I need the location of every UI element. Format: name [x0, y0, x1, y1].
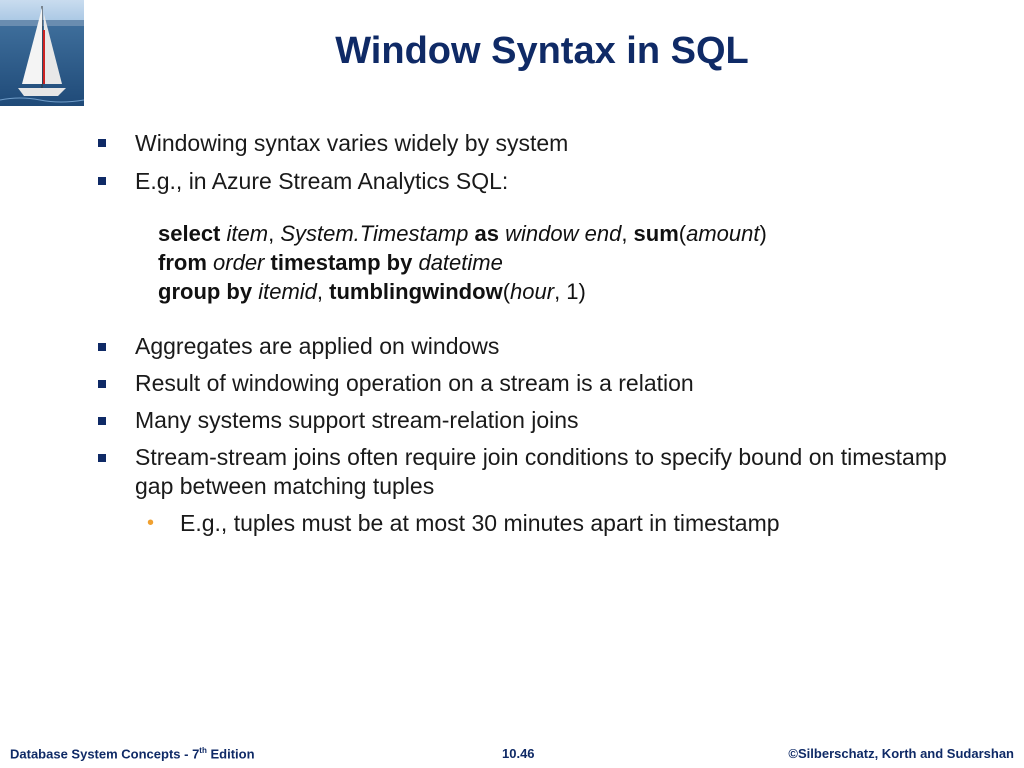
sub-bullet-text: E.g., tuples must be at most 30 minutes apart in timestamp [180, 510, 780, 536]
footer-book-title: Database System Concepts - 7th Edition [10, 746, 255, 762]
square-bullet-icon [98, 417, 106, 425]
square-bullet-icon [98, 454, 106, 462]
list-item [96, 369, 976, 398]
code-token: , [316, 279, 330, 304]
code-line-3 [158, 277, 767, 306]
code-token: tumblingwindow [329, 279, 503, 304]
code-token: from [158, 250, 207, 275]
code-token: System.Timestamp [280, 221, 469, 246]
code-token: , 1) [554, 279, 586, 304]
slide-number: 10.46 [502, 746, 535, 761]
code-token: item [226, 221, 269, 246]
code-token: , [268, 221, 281, 246]
code-token: itemid [258, 279, 317, 304]
bullet-text: Windowing syntax varies widely by system [135, 130, 569, 156]
bullet-text: Stream-stream joins often require join conditions to specify bound on timestamp gap between matching tuples [135, 444, 947, 499]
code-token: ( [678, 221, 687, 246]
list-item [96, 166, 976, 196]
square-bullet-icon [98, 139, 106, 147]
list-item [96, 443, 976, 501]
square-bullet-icon [98, 380, 106, 388]
slide-title: Window Syntax in SQL [335, 30, 749, 72]
code-token: , [621, 221, 634, 246]
slide-footer [0, 738, 1024, 768]
code-token: amount [686, 221, 760, 246]
code-token: hour [510, 279, 555, 304]
code-line-1 [158, 219, 767, 248]
code-line-2 [158, 248, 767, 277]
bullet-list-bottom [96, 332, 976, 538]
code-token: ) [759, 221, 767, 246]
bullet-text: Aggregates are applied on windows [135, 333, 500, 359]
code-token: as [474, 221, 499, 246]
square-bullet-icon [98, 343, 106, 351]
sql-code-block [158, 219, 767, 306]
bullet-list-top [96, 128, 976, 204]
square-bullet-icon [98, 177, 106, 185]
code-token: window end [505, 221, 622, 246]
round-bullet-icon: • [147, 512, 155, 534]
footer-copyright: ©Silberschatz, Korth and Sudarshan [788, 746, 1014, 761]
bullet-text: E.g., in Azure Stream Analytics SQL: [135, 168, 509, 194]
list-item [96, 332, 976, 361]
sub-list-item [96, 509, 976, 538]
code-token: sum [633, 221, 679, 246]
bullet-text: Many systems support stream-relation joins [135, 407, 579, 433]
list-item [96, 406, 976, 435]
code-token: ( [502, 279, 511, 304]
code-token: group by [158, 279, 253, 304]
code-token: datetime [418, 250, 503, 275]
bullet-text: Result of windowing operation on a stream is a relation [135, 370, 694, 396]
code-token: order [213, 250, 265, 275]
list-item [96, 128, 976, 158]
code-token: timestamp by [270, 250, 413, 275]
code-token: select [158, 221, 221, 246]
